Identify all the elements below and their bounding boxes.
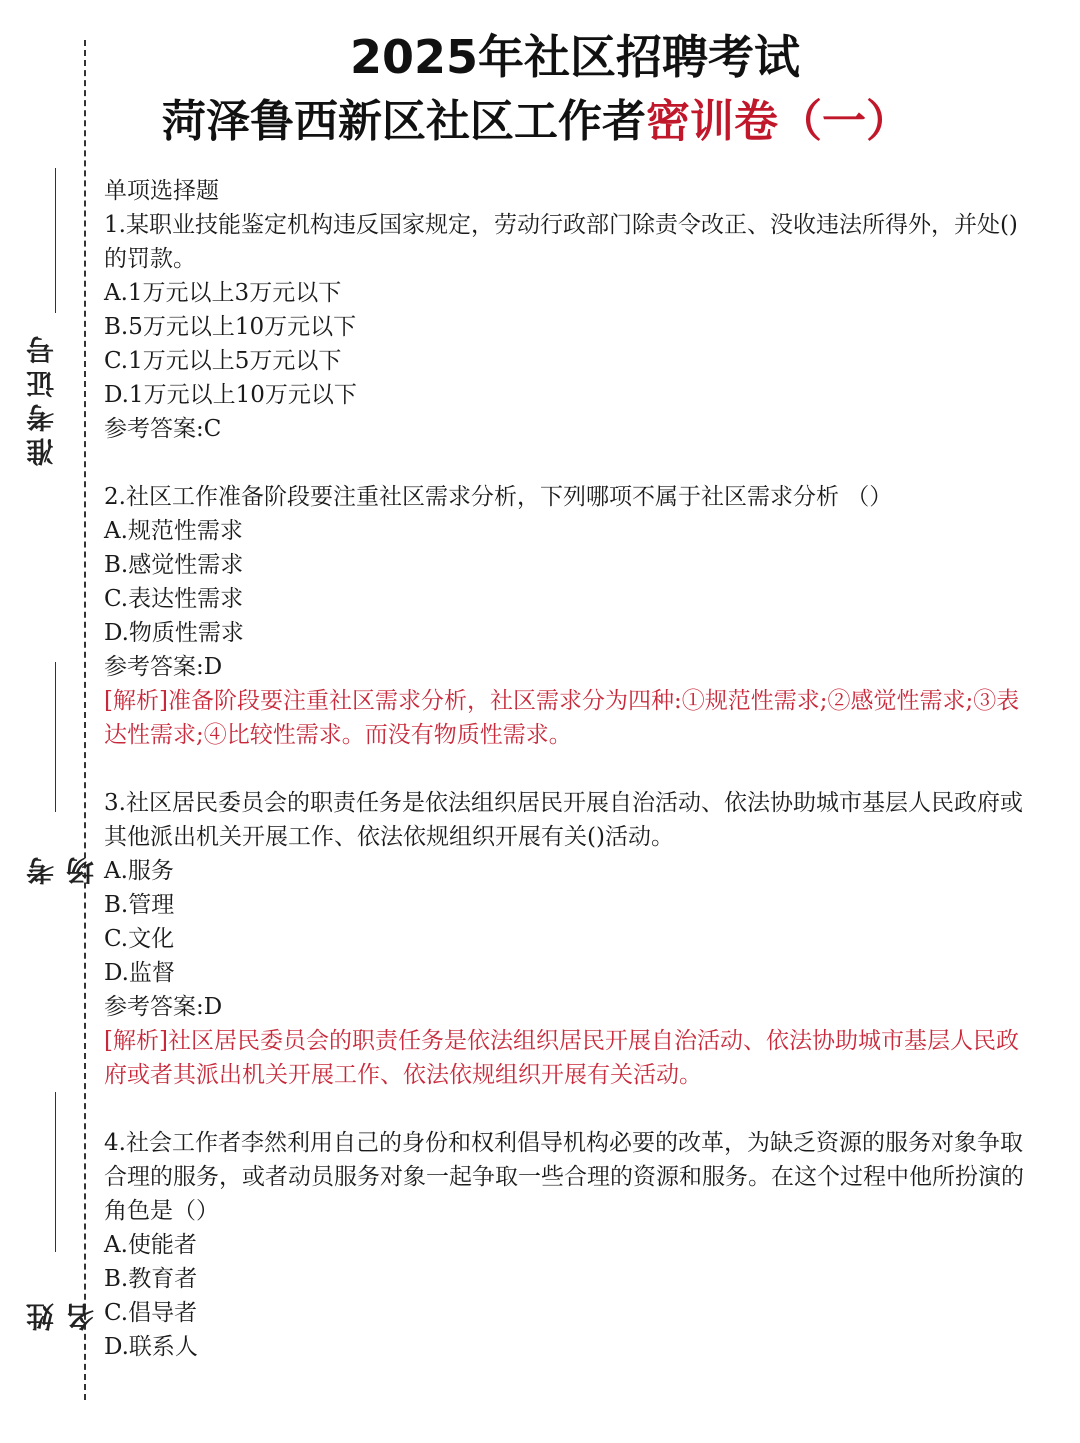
analysis-line: [解析]社区居民委员会的职责任务是依法组织居民开展自治活动、依法协助城市基层人民政 — [104, 1028, 1019, 1054]
question-stem-line: 角色是（） — [104, 1198, 219, 1224]
analysis-line: [解析]准备阶段要注重社区需求分析，社区需求分为四种:①规范性需求;②感觉性需求;③表 — [104, 688, 1020, 714]
option-b: B.教育者 — [104, 1266, 198, 1292]
option-c: C.1万元以上5万元以下 — [104, 348, 342, 374]
question-stem-line: 其他派出机关开展工作、依法依规组织开展有关()活动。 — [104, 824, 674, 850]
option-d: D.物质性需求 — [104, 620, 244, 646]
option-d: D.1万元以上10万元以下 — [104, 382, 357, 408]
question-content — [104, 174, 1074, 1364]
option-a: A.服务 — [104, 858, 174, 884]
question-4 — [104, 1126, 1074, 1364]
question-stem-line: 3.社区居民委员会的职责任务是依法组织居民开展自治活动、依法协助城市基层人民政府或 — [104, 790, 1023, 816]
question-stem-line: 2.社区工作准备阶段要注重社区需求分析，下列哪项不属于社区需求分析 （） — [104, 484, 893, 510]
name-label: 姓名 — [25, 1277, 98, 1331]
option-a: A.使能者 — [104, 1232, 197, 1258]
analysis-line: 府或者其派出机关开展工作、依法依规组织开展有关活动。 — [104, 1062, 702, 1088]
question-stem-line: 合理的服务，或者动员服务对象一起争取一些合理的资源和服务。在这个过程中他所扮演的 — [104, 1164, 1024, 1190]
option-b: B.管理 — [104, 892, 175, 918]
option-c: C.倡导者 — [104, 1300, 198, 1326]
option-c: C.表达性需求 — [104, 586, 244, 612]
answer: 参考答案:C — [104, 416, 222, 442]
analysis-line: 达性需求;④比较性需求。而没有物质性需求。 — [104, 722, 572, 748]
name-underline — [55, 1092, 56, 1252]
answer: 参考答案:D — [104, 654, 223, 680]
option-c: C.文化 — [104, 926, 175, 952]
subtitle-black: 菏泽鲁西新区社区工作者 — [162, 96, 646, 147]
question-stem-line: 1.某职业技能鉴定机构违反国家规定，劳动行政部门除责令改正、没收违法所得外，并处() — [104, 212, 1018, 238]
page-subtitle — [0, 94, 1080, 150]
option-b: B.5万元以上10万元以下 — [104, 314, 357, 340]
question-2 — [104, 480, 1074, 752]
exam-id-underline — [55, 168, 56, 313]
option-a: A.1万元以上3万元以下 — [104, 280, 342, 306]
answer: 参考答案:D — [104, 994, 223, 1020]
question-1 — [104, 208, 1074, 446]
section-title: 单项选择题 — [104, 178, 219, 204]
cut-line — [84, 40, 86, 1400]
question-3 — [104, 786, 1074, 1092]
exam-room-label: 考场 — [25, 831, 98, 885]
option-d: D.联系人 — [104, 1334, 198, 1360]
page-title: 2025年社区招聘考试 — [350, 30, 801, 84]
option-b: B.感觉性需求 — [104, 552, 244, 578]
option-a: A.规范性需求 — [104, 518, 243, 544]
exam-id-label: 准考证号 — [25, 330, 58, 466]
subtitle-red: 密训卷（一） — [646, 96, 910, 147]
exam-room-underline — [55, 662, 56, 812]
question-stem-line: 4.社会工作者李然利用自己的身份和权利倡导机构必要的改革，为缺乏资源的服务对象争取 — [104, 1130, 1023, 1156]
question-stem-line: 的罚款。 — [104, 246, 196, 272]
option-d: D.监督 — [104, 960, 175, 986]
